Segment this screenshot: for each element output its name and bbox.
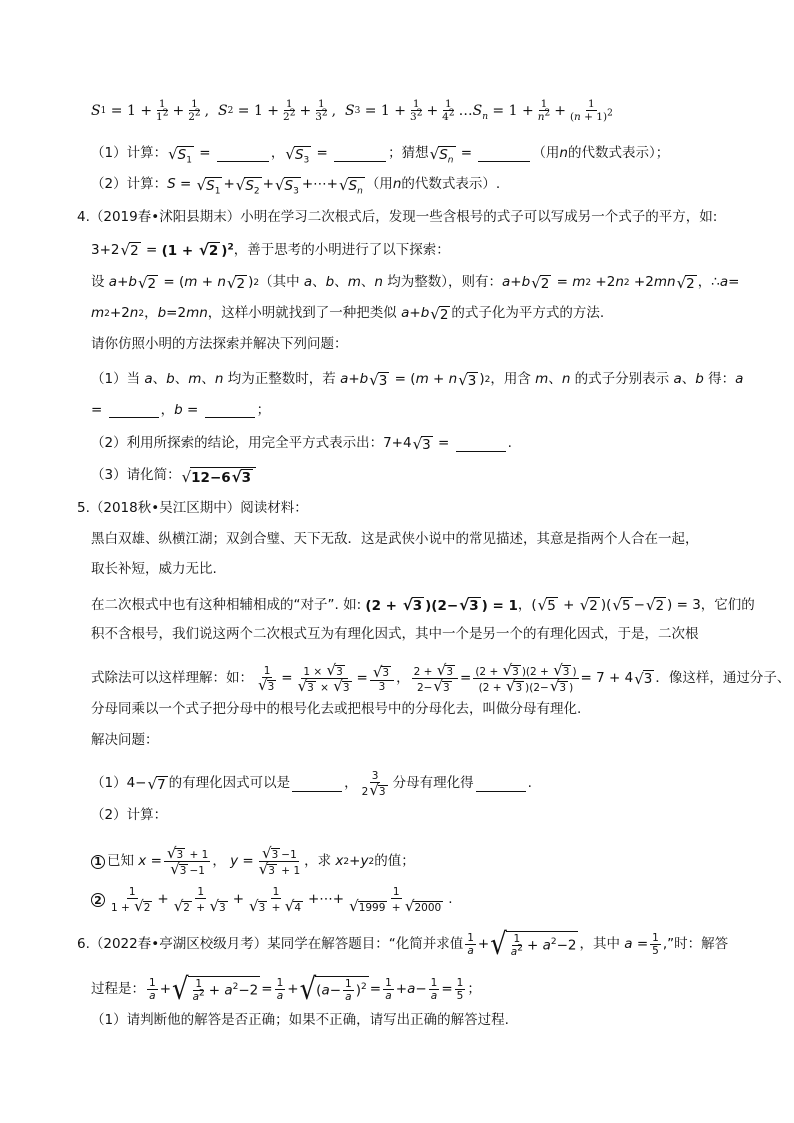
answer-blank[interactable] [456, 437, 506, 452]
answer-blank[interactable] [334, 147, 386, 162]
q4-line2: 3+2 √ 2 = (1 + √ 2 )$^2$ ，善于思考的小明进行了以下探索： [91, 241, 450, 260]
q4-header: 4.（2019春•沭阳县期末）小明在学习二次根式后，发现一些含根号的式子可以写成另一个式子的平方，如: [77, 209, 718, 225]
q3-part1: （1）计算： √ $S_1$ = ， √ $S_3$ = ；猜想 √ $S_n$ = （用 n 的代数式表示）； [91, 145, 670, 166]
q4-line5: 请你仿照小明的方法探索并解决下列问题： [91, 336, 348, 352]
q6-header: 6.（2022春•亭湖区校级月考）某同学在解答题目：“化简并求值 1 a + √ $\frac{1}{a^2}$ + $a^2-2$ ，其中 a = 1 5 ,”时：解答 [77, 927, 729, 963]
q3-part2: （2）计算： S = √ $S_1$ + √ $S_2$ + √ $S_3$ +⋯+ √ $S_n$ （用 n 的代数式表示）. [91, 176, 501, 197]
q6-part1: （1）请判断他的解答是否正确；如果不正确，请写出正确的解答过程. [91, 1012, 509, 1028]
q5-para4: 积不含根号，我们说这两个二次根式互为有理化因式，其中一个是另一个的有理化因式，于是，二次根 [91, 626, 699, 642]
q5-para3: 在二次根式中也有这种相辅相成的“对子”. 如: (2 + √ 3 )(2− √ 3 ) = 1 ，( √ 5 + √ 2 )( √ 5 − √ 2 ) = 3，它们的 [91, 596, 755, 615]
q5-para6: 分母同乘以一个式子把分母中的根号化去或把根号中的分母化去，叫做分母有理化. [91, 701, 582, 717]
q4-part1a: （1）当 a 、 b 、 m 、 n 均为正整数时，若 a + b √ 3 = ( m + n √ 3 ) 2 ，用含 m 、 n 的式子分别表示 a 、 b 得： a [91, 371, 744, 390]
q5-para2: 取长补短，威力无比. [91, 561, 217, 577]
answer-blank[interactable] [109, 403, 159, 418]
q4-line4: m 2 +2 n 2 ， b =2 mn ，这样小明就找到了一种把类似 a + b √ 2 的式子化为平方式的方法. [91, 305, 605, 324]
intro-formula: S 1 = 1 + 1 $1^2$ + 1 $2^2$ , S 2 = 1 + 1 $2^2$ + 1 $3^2$ , S 3 = 1 + 1 $3^2$ + 1 $4^2$ … $S_n$ = 1 + 1 $n^2$ + 1 $(n + 1)^2$ [91, 98, 613, 124]
q5-header: 5.（2018秋•吴江区期中）阅读材料： [77, 500, 308, 516]
q5-para1: 黑白双雄、纵横江湖；双剑合璧、天下无敌．这是武侠小说中的常见描述，其意是指两个人合在一起， [91, 531, 699, 547]
q4-part1b: = ， b = ； [91, 401, 271, 418]
q5-part2: （2）计算： [91, 807, 168, 823]
q4-part3: （3）请化简： √ 12−6 √ 3 [91, 467, 257, 485]
q5-solve-label: 解决问题： [91, 732, 159, 748]
answer-blank[interactable] [476, 777, 526, 792]
answer-blank[interactable] [217, 147, 269, 162]
answer-blank[interactable] [478, 147, 530, 162]
answer-blank[interactable] [205, 403, 255, 418]
q5-para5: 式除法可以这样理解：如： 1 √ 3 = 1 × √ 3 √ 3 × √ 3 = √ 3 3 ， 2 + √ 3 2− √ 3 = (2 + √ 3 )(2 + √ 3 ) (2 + √ 3 )(2− √ 3 ) = 7 + 4 √ 3 ．像这样，通过分子、 [91, 661, 791, 696]
q4-part2: （2）利用所探索的结论，用完全平方式表示出：7+4 √ 3 = . [91, 435, 512, 454]
q5-part2b: 2 1 1 + √ 2 + 1 √ 2 + √ 3 + 1 √ 3 + √ 4 +⋯+ 1 √ 1999 + √ 2000 . [91, 886, 453, 914]
q6-line2: 过程是： 1 a + √ $\frac{1}{a^2}$ + $a^2-2$ = 1 a + √ (a− $\frac{1}{a}$ )$^2$ = 1 a + a − 1 a = 1 5 ； [91, 972, 481, 1008]
q4-line3: 设 a + b √ 2 = ( m + n √ 2 ) 2 （其中 a 、 b 、 m 、 n 均为整数），则有： a + b √ 2 = m 2 +2 n 2 +2 mn √ 2 ，∴ a = [91, 274, 740, 293]
answer-blank[interactable] [292, 777, 342, 792]
q5-part1: （1）4− √ 7 的有理化因式可以是 ， 3 2 √ 3 分母有理化得 . [91, 770, 532, 800]
q5-part2a: 1 已知 x = √ 3 + 1 √ 3 −1 ， y = √ 3 −1 √ 3 + 1 ，求 x 2 + y 2 的值； [91, 846, 415, 877]
